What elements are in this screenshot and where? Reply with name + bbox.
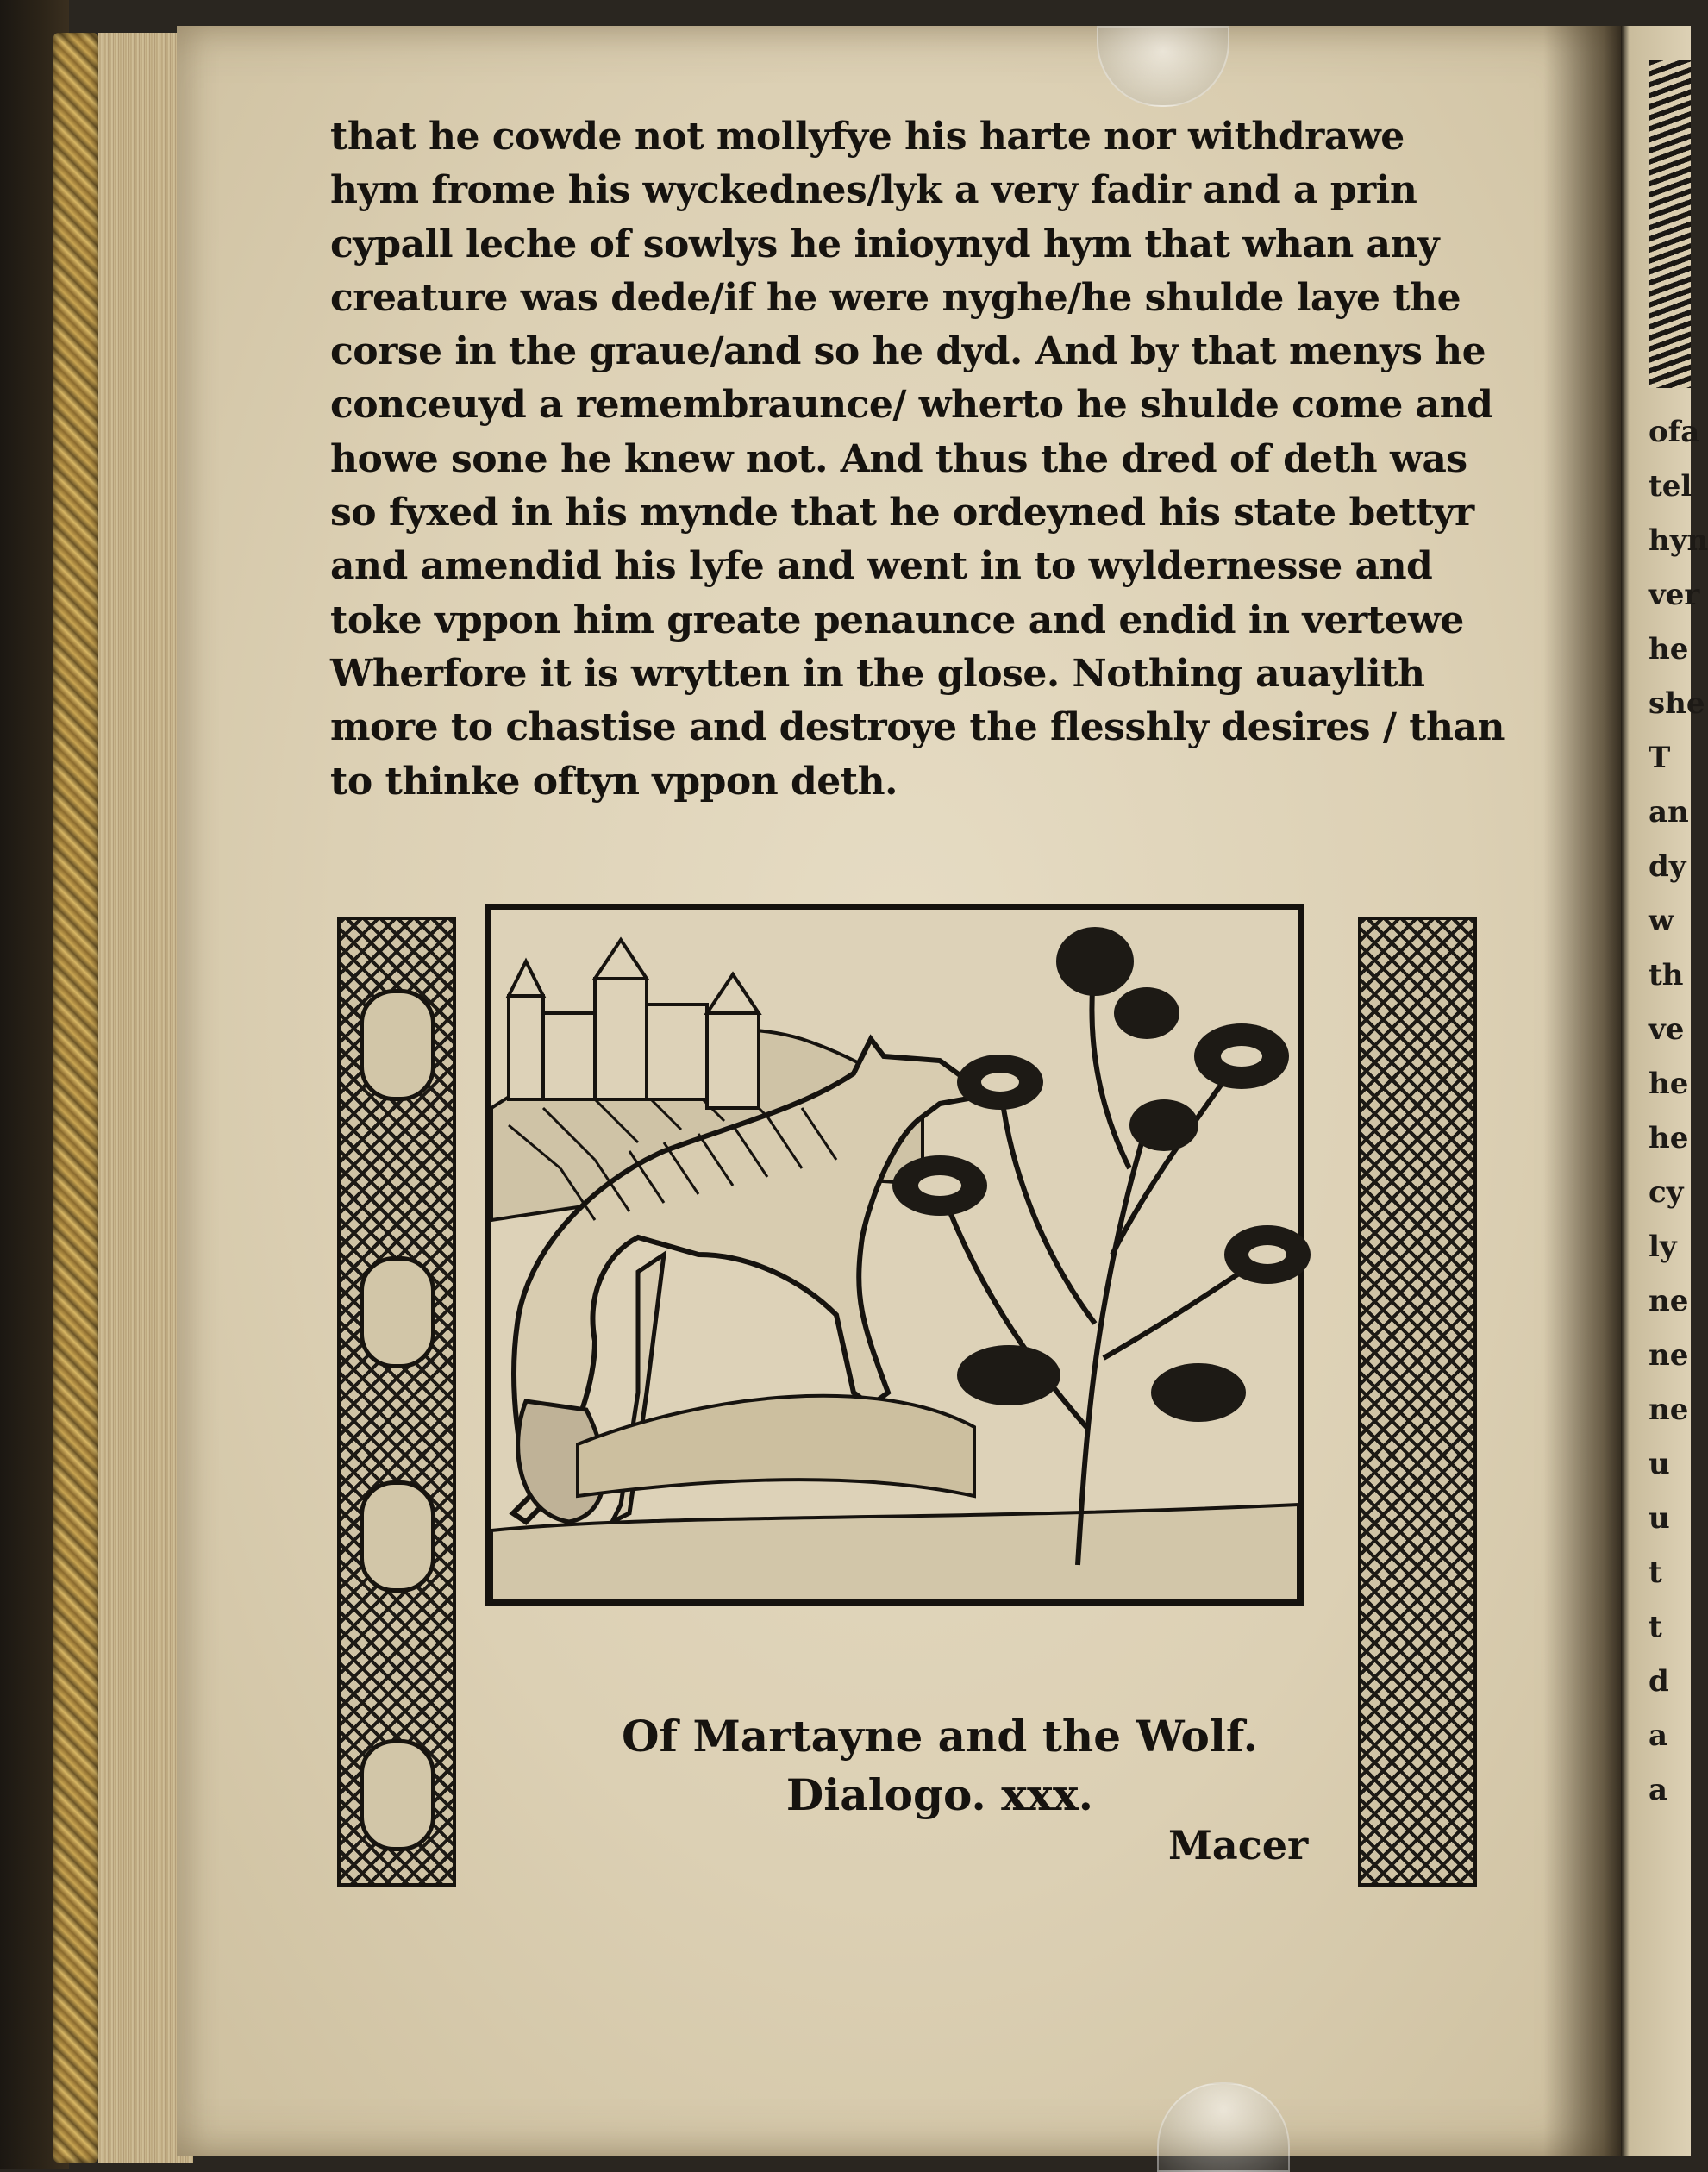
right-page-fragment: dy <box>1649 849 1686 884</box>
right-page-fragment: ne <box>1649 1338 1689 1373</box>
right-page-fragment: ly <box>1649 1230 1677 1264</box>
border-ornament <box>360 1256 435 1368</box>
right-page-fragment: ver <box>1649 578 1700 612</box>
caption-title: Of Martayne and the Wolf. <box>621 1711 1258 1762</box>
right-page-fragment: T <box>1649 741 1671 775</box>
right-page-fragment: ne <box>1649 1284 1689 1318</box>
decorative-border-right <box>1358 917 1477 1887</box>
right-page-fragment: ne <box>1649 1393 1689 1427</box>
right-page-fragment: he <box>1649 1121 1689 1155</box>
text-line: creature was dede/if he were nyghe/he shulde laye the <box>330 275 1461 320</box>
text-line: corse in the graue/and so he dyd. And by that menys he <box>330 329 1486 374</box>
right-page-fragment: u <box>1649 1501 1670 1536</box>
right-page-fragment: a <box>1649 1773 1668 1807</box>
right-page-fragment: a <box>1649 1718 1668 1753</box>
right-page-fragment: d <box>1649 1664 1669 1699</box>
right-page-fragment: u <box>1649 1447 1670 1481</box>
right-page-fragment: ofa <box>1649 415 1700 449</box>
border-ornament <box>360 1480 435 1593</box>
decorative-border-left <box>337 917 456 1887</box>
right-page-fragment: an <box>1649 795 1689 829</box>
right-page-fragment: t <box>1649 1555 1662 1590</box>
text-line: toke vppon him greate penaunce and endid in vertewe <box>330 598 1464 642</box>
text-line: hym frome his wyckednes/lyk a very fadir and a prin <box>330 168 1417 213</box>
gutter-shadow <box>1543 26 1630 2156</box>
right-page-fragment: he <box>1649 632 1689 667</box>
right-page-fragment: w <box>1649 904 1674 938</box>
caption-subtitle: Dialogo. xxx. <box>785 1769 1094 1820</box>
text-line: to thinke oftyn vppon deth. <box>330 759 898 804</box>
text-line: and amendid his lyfe and went in to wyldernesse and <box>330 544 1433 589</box>
right-page-fragment: he <box>1649 1067 1689 1101</box>
text-line: that he cowde not mollyfye his harte nor withdrawe <box>330 115 1405 159</box>
right-page-text-fragments <box>1649 405 1708 1818</box>
right-page-fragment: she <box>1649 686 1705 721</box>
text-line: more to chastise and destroye the flesshly desires / than <box>330 705 1505 750</box>
catchword: Macer <box>1168 1822 1309 1868</box>
text-line: howe sone he knew not. And thus the dred of deth was <box>330 436 1467 481</box>
main-text-block <box>330 110 1505 809</box>
gilt-page-edge <box>53 33 98 2163</box>
right-page-fragment: th <box>1649 958 1684 992</box>
right-page-fragment: tel <box>1649 469 1692 504</box>
right-page-fragment: cy <box>1649 1175 1684 1210</box>
right-page-woodcut-fragment <box>1649 60 1691 388</box>
text-line: Wherfore it is wrytten in the glose. Nothing auaylith <box>330 651 1425 696</box>
text-line: cypall leche of sowlys he inioynyd hym that whan any <box>330 222 1440 266</box>
woodcut-fox-illustration <box>485 904 1304 1606</box>
right-page-fragment: hyn <box>1649 523 1708 558</box>
woodcut-caption <box>552 1707 1328 1825</box>
right-page-fragment: t <box>1649 1610 1662 1644</box>
text-line: so fyxed in his mynde that he ordeyned his state bettyr <box>330 491 1474 535</box>
right-page-fragment: ve <box>1649 1012 1685 1047</box>
text-line: conceuyd a remembraunce/ wherto he shulde come and <box>330 383 1493 428</box>
border-ornament <box>360 989 435 1101</box>
border-ornament <box>360 1739 435 1851</box>
